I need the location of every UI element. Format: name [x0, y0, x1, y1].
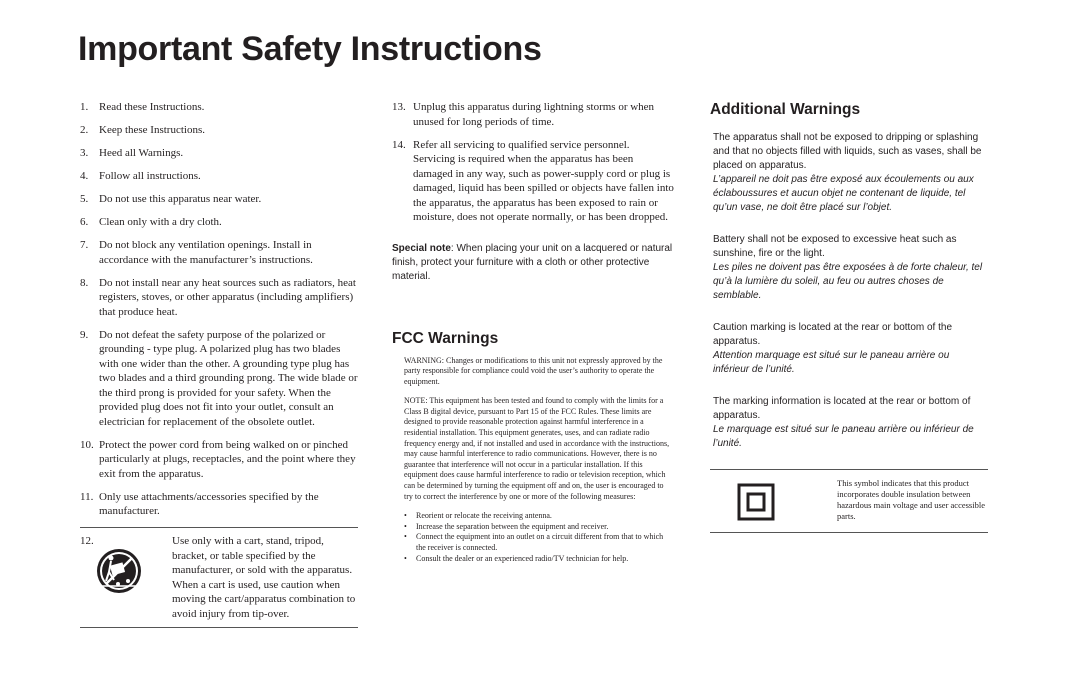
instruction-item: [80, 328, 358, 430]
measure-text: Reorient or relocate the receiving antenna.: [416, 511, 552, 521]
instruction-item: [392, 138, 674, 225]
additional-warnings-column: [710, 100, 988, 533]
fcc-heading: FCC Warnings: [392, 329, 499, 347]
item-number: 10.: [80, 438, 94, 451]
item-number: 4.: [80, 170, 89, 182]
bullet: •: [404, 521, 407, 531]
item-number: 9.: [80, 328, 89, 341]
item-text: Unplug this apparatus during lightning storms or when unused for long periods of time.: [413, 101, 655, 128]
special-note-label: Special note: [392, 242, 451, 254]
warning-english: Caution marking is located at the rear or bottom of the apparatus.: [713, 322, 953, 347]
bullet: •: [404, 532, 407, 542]
item-text: Do not block any ventilation openings. Install in accordance with the manufacturer’s instructions.: [99, 239, 313, 266]
item-number: 13.: [392, 101, 406, 113]
warning-french: L’appareil ne doit pas être exposé aux écoulements ou aux éclaboussures et aucun objet ne contenant de liquide, tel qu’un vase, ne doit être placé sur l’objet.: [713, 174, 974, 213]
item-text: Do not install near any heat sources such as radiators, heat registers, stoves, or other apparatus (including amplifiers) that produce heat.: [99, 276, 356, 318]
list-item: [404, 532, 674, 553]
warning-french: Attention marquage est situé sur le paneau arrière ou inférieur de l’unité.: [713, 350, 950, 375]
instruction-item: [80, 146, 358, 161]
list-item: [404, 522, 674, 533]
list-item: [404, 554, 674, 565]
warning-french: Les piles ne doivent pas être exposées à de forte chaleur, tel qu’à la lumière du soleil, au feu ou autres choses de semblable.: [713, 262, 983, 301]
measure-text: Increase the separation between the equipment and receiver.: [416, 521, 609, 531]
item-text: Protect the power cord from being walked on or pinched particularly at plugs, receptacles, and the point where they exit from the apparatus.: [99, 438, 356, 480]
bullet: •: [404, 553, 407, 563]
warning-block: [713, 233, 988, 303]
double-insulation-text: This symbol indicates that this product incorporates double insulation between hazardous main voltage and user accessible parts.: [837, 478, 985, 521]
cart-tip-over-icon: [96, 548, 142, 594]
warning-english: Battery shall not be exposed to excessive heat such as sunshine, fire or the light.: [713, 234, 957, 259]
item-number: 3.: [80, 147, 89, 159]
instruction-item: [80, 169, 358, 184]
item-text: Refer all servicing to qualified service personnel. Servicing is required when the apparatus has been damaged in any way, such as power-supply cord or plug is damaged, liquid has been spilled or objects have fallen into the apparatus, the apparatus has been exposed to rain or moisture, does not operate normally, or has been dropped.: [413, 138, 674, 223]
item-text: Keep these Instructions.: [99, 124, 205, 136]
page-title: Important Safety Instructions: [78, 30, 542, 68]
double-insulation-box: [710, 469, 988, 533]
fcc-measures-list: [404, 511, 674, 564]
instruction-item: [80, 215, 358, 230]
instruction-item: [392, 100, 674, 129]
item-text: Use only with a cart, stand, tripod, bracket, or table specified by the manufacturer, or sold with the apparatus. When a cart is used, use caution when moving the cart/apparatus combination to avoid injury from tip-over.: [172, 535, 356, 620]
item-number: 11.: [80, 490, 94, 503]
item-number: 7.: [80, 239, 89, 251]
item-text: Follow all instructions.: [99, 170, 201, 182]
measure-text: Connect the equipment into an outlet on a circuit different from that to which the receiver is connected.: [416, 532, 664, 552]
item-number: 5.: [80, 193, 89, 205]
item-text: Heed all Warnings.: [99, 147, 184, 159]
instruction-item: [80, 123, 358, 138]
warning-block: [713, 131, 988, 215]
warning-block: [713, 321, 988, 377]
warning-english: The marking information is located at the rear or bottom of apparatus.: [713, 396, 971, 421]
item-number: 2.: [80, 124, 89, 136]
measure-text: Consult the dealer or an experienced radio/TV technician for help.: [416, 553, 629, 563]
item-number: 8.: [80, 276, 89, 289]
item-text: Only use attachments/accessories specified by the manufacturer.: [99, 490, 319, 517]
instruction-item: [80, 438, 358, 482]
item-number: 1.: [80, 101, 89, 113]
additional-warnings-heading: Additional Warnings: [710, 101, 861, 118]
fcc-warning-text: WARNING: Changes or modifications to this unit not expressly approved by the party responsible for compliance could void the user’s authority to operate the equipment.: [404, 355, 663, 386]
item-number: 14.: [392, 138, 406, 151]
item-text: Read these Instructions.: [99, 101, 205, 113]
warning-english: The apparatus shall not be exposed to dripping or splashing and that no objects filled with liquids, such as vases, shall be placed on apparatus.: [713, 132, 982, 171]
item-text: Clean only with a dry cloth.: [99, 216, 222, 228]
fcc-note-text: NOTE: This equipment has been tested and found to comply with the limits for a Class B digital device, pursuant to Part 15 of the FCC Rules. These limits are designed to provide reasonable protection against harmful interference in a residential installation. This equipment generates, uses, and can radiate radio frequency energy and, if not installed and used in accordance with the instructions, may cause harmful interference to radio communications. However, there is no guarantee that interference will not occur in a particular installation. If this equipment does cause harmful interference to radio or television reception, which can be determined by turning the equipment off and on, the user is encouraged to try to correct the interference by one or more of the following measures:: [404, 396, 670, 501]
item-text: Do not defeat the safety purpose of the polarized or grounding - type plug. A polarized plug has two blades with one wider than the other. A grounding type plug has two blades and a third grounding prong. The wide blade or the third prong is provided for your safety. When the provided plug does not fit into your outlet, consult an electrician for replacement of the obsolete outlet.: [99, 328, 358, 428]
item-text: Do not use this apparatus near water.: [99, 193, 262, 205]
special-note: [392, 242, 674, 284]
instruction-item: [80, 100, 358, 115]
list-item: [404, 511, 674, 522]
instruction-item: [80, 192, 358, 207]
bullet: •: [404, 511, 407, 521]
special-note-text: : When placing your unit on a lacquered or natural finish, protect your furniture with a cloth or other protective material.: [392, 242, 673, 282]
instruction-item: [80, 276, 358, 320]
instructions-column-2: [392, 100, 674, 564]
instruction-item: [80, 238, 358, 267]
item-number: 6.: [80, 216, 89, 228]
double-insulation-icon: [737, 483, 775, 521]
instruction-item: [80, 490, 358, 519]
warning-block: [713, 395, 988, 451]
instructions-column-1: [80, 100, 358, 628]
warning-french: Le marquage est situé sur le paneau arrière ou inférieur de l’unité.: [713, 424, 974, 449]
item-number: 12.: [80, 535, 94, 547]
cart-warning-box: [80, 527, 358, 628]
